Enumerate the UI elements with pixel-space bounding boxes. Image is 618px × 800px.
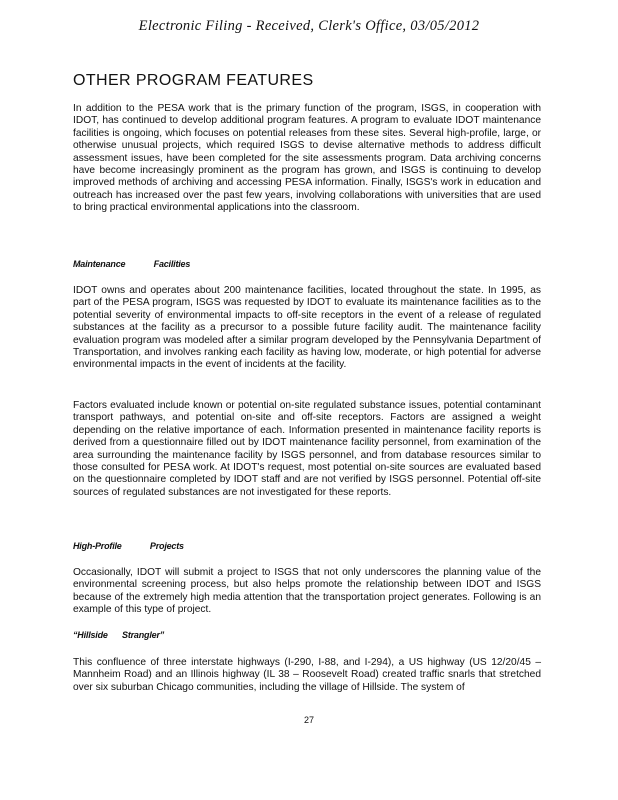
hillside-paragraph: This confluence of three interstate highways (I-290, I-88, and I-294), a US highway (US 12/20/45 – Mannheim Road) and an Illinois highway (IL 38 – Roosevelt Road) created traffic snarls that stretched over six suburban Chicago communities, including the village of Hillside. The system of	[73, 657, 541, 693]
heading-word: High-Profile	[73, 541, 122, 551]
high-profile-projects-heading	[73, 541, 184, 551]
heading-word: Maintenance	[73, 259, 126, 269]
heading-word: Projects	[149, 541, 184, 551]
hillside-strangler-heading	[73, 630, 164, 640]
maintenance-facilities-heading	[73, 259, 190, 269]
maintenance-paragraph-2: Factors evaluated include known or potential on-site regulated substance issues, potential contaminant transport pathways, and potential on-site and off-site receptors. Factors are assigned a weight depending on the relative importance of each. Information presented in maintenance facility reports is derived from a questionnaire filled out by IDOT maintenance facility personnel, from examination of the area surrounding the maintenance facility by ISGS personnel, and from database resources similar to those consulted for PESA work. At IDOT's request, most potential on-site sources are evaluated based on the questionnaire completed by IDOT staff and are not verified by ISGS personnel. Potential off-site sources of regulated substances are not investigated for these reports.	[73, 400, 541, 498]
section-title: OTHER PROGRAM FEATURES	[73, 72, 314, 89]
heading-word: Facilities	[153, 259, 191, 269]
heading-word: Strangler”	[122, 630, 165, 640]
heading-word: “Hillside	[73, 630, 108, 640]
page-number: 27	[303, 715, 314, 725]
intro-paragraph: In addition to the PESA work that is the primary function of the program, ISGS, in cooperation with IDOT, has continued to develop additional program features. A program to evaluate IDOT maintenance facilities is ongoing, which focuses on potential releases from these sites. Several high-profile, large, or otherwise unusual projects, which required ISGS to devise alternative methods to address difficult assessment issues, have been completed for the site assessments program. Data archiving concerns have become increasingly prominent as the program has grown, and ISGS is continuing to develop improved methods of archiving and accessing PESA information. Finally, ISGS's work in education and outreach has increased over the past few years, involving collaborations with universities that are used to bring practical environmental applications into the classroom.	[73, 103, 541, 214]
maintenance-paragraph-1: IDOT owns and operates about 200 maintenance facilities, located throughout the state. In 1995, as part of the PESA program, ISGS was requested by IDOT to evaluate its maintenance facilities as to the potential severity of environmental impacts to off-site receptors in the event of a release of regulated substances at the facility as a precursor to a possible future facility audit. The maintenance facility evaluation program was modeled after a similar program developed by the Pennsylvania Department of Transportation, and involves ranking each facility as having low, moderate, or high potential for adverse environmental impacts in the event of incidents at the facility.	[73, 285, 541, 371]
filing-header: Electronic Filing - Received, Clerk's Office, 03/05/2012	[138, 18, 480, 34]
high-profile-paragraph: Occasionally, IDOT will submit a project to ISGS that not only underscores the planning value of the environmental screening process, but also helps promote the relationship between IDOT and ISGS because of the extremely high media attention that the transportation project generates. Following is an example of this type of project.	[73, 567, 541, 616]
